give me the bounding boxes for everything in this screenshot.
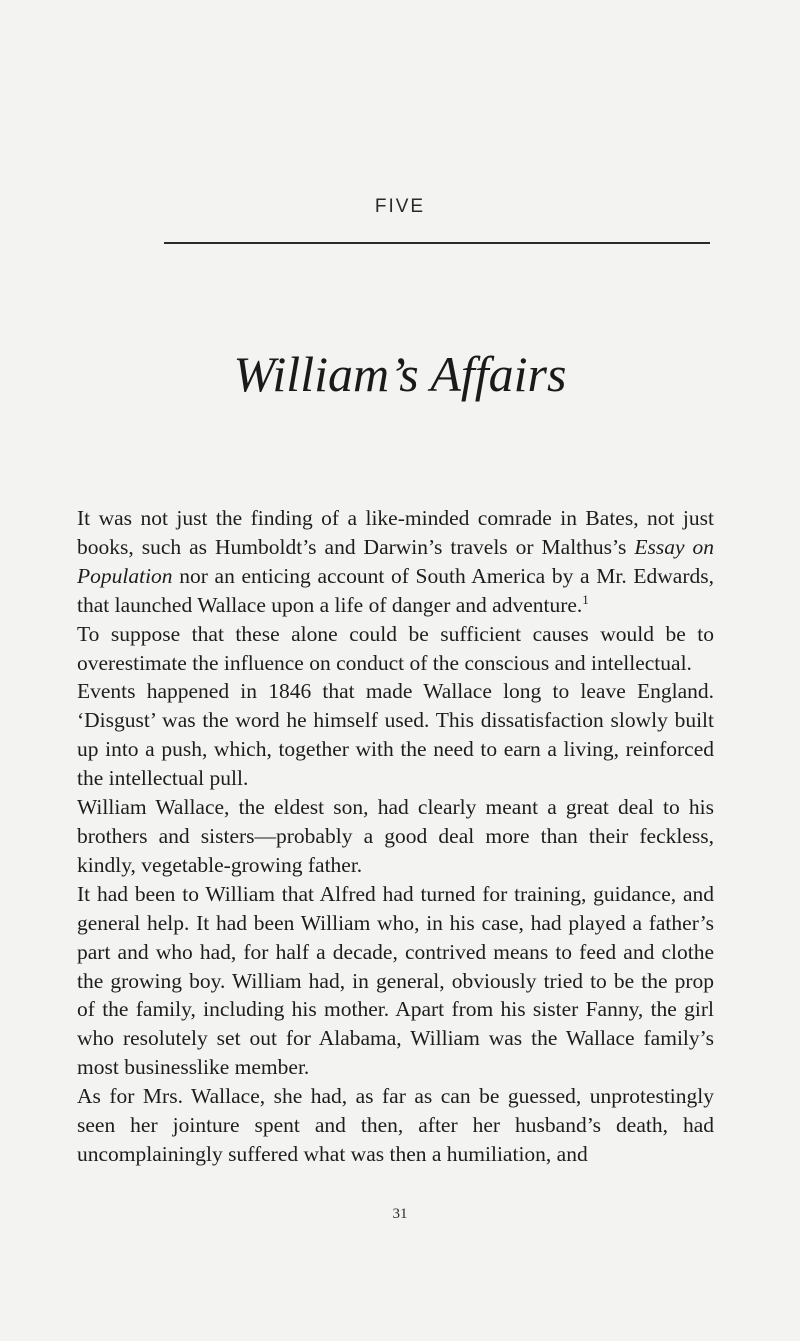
footnote-marker[interactable]: 1: [582, 591, 589, 607]
paragraph-1-text-after: nor an enticing account of South America by a Mr. Edwards, that launched Wallace upon a life of danger and adventure.: [77, 563, 714, 617]
paragraph-1-text-before: It was not just the finding of a like-minded comrade in Bates, not just books, such as Humboldt’s and Darwin’s travels or Malthus’s: [77, 506, 714, 559]
chapter-number: FIVE: [374, 196, 426, 217]
paragraph-6: As for Mrs. Wallace, she had, as far as can be guessed, unprotestingly seen her jointure spent and then, after her husband’s death, had uncomplainingly suffered what was then a humiliation, and: [77, 1084, 714, 1166]
paragraph-1: [77, 504, 714, 620]
paragraph-5: It had been to William that Alfred had turned for training, guidance, and general help. It had been William who, in his case, had played a father’s part and who had, for half a decade, contrived means to feed and clothe the growing boy. William had, in general, obviously tried to be the prop of the family, including his mother. Apart from his sister Fanny, the girl who resolutely set out for Alabama, William was the Wallace family’s most businesslike member.: [77, 881, 714, 1080]
paragraph-4: William Wallace, the eldest son, had clearly meant a great deal to his brothers and sisters—probably a good deal more than their feckless, kindly, vegetable-growing father.: [77, 795, 714, 877]
body-text: [77, 504, 714, 1169]
paragraph-3: Events happened in 1846 that made Wallace long to leave England. ‘Disgust’ was the word he himself used. This dissatisfaction slowly built up into a push, which, together with the need to earn a living, reinforced the intellectual pull.: [77, 679, 714, 791]
page-number: 31: [392, 1206, 408, 1222]
paragraph-2: To suppose that these alone could be sufficient causes would be to overestimate the influence on conduct of the conscious and intellectual.: [77, 621, 714, 675]
chapter-rule: [164, 242, 710, 244]
chapter-title: William’s Affairs: [233, 346, 567, 402]
book-title-italic: Essay on Population: [77, 534, 714, 588]
